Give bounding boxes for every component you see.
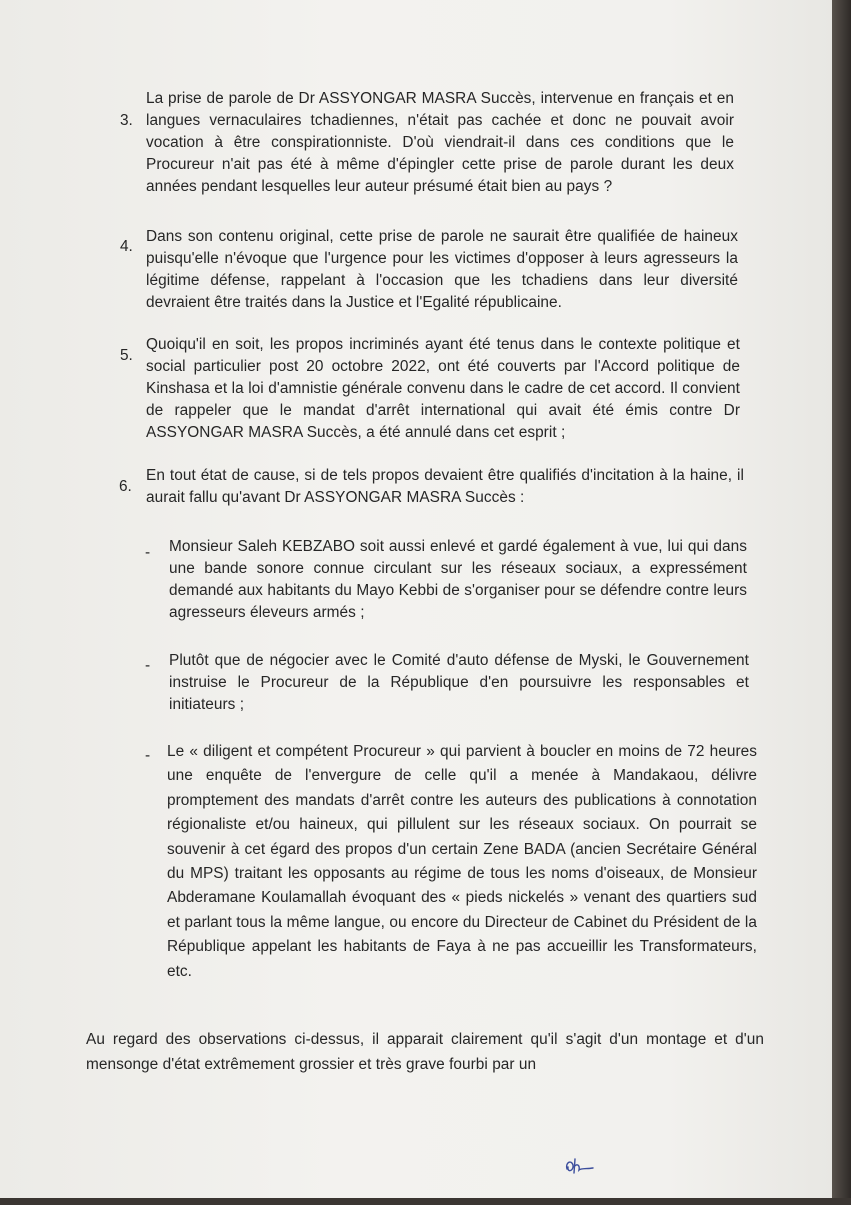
signature-icon xyxy=(563,1153,599,1179)
bullet-marker: - xyxy=(145,747,151,764)
item-text: Dans son contenu original, cette prise de parole ne saurait être qualifiée de haineux puisqu'elle n'évoque que l'urgence pour les victimes d'opposer à leurs agresseurs la légitime défense, rappelant à l'occasion que les tchadiens dans leur diversité devraient être traités dans la Justice et l'Egalité républicaine. xyxy=(146,228,738,311)
item-number: 5. xyxy=(120,347,133,364)
item-text: En tout état de cause, si de tels propos devaient être qualifiés d'incitation à la haine, il aurait fallu qu'avant Dr ASSYONGAR MASRA Succès : xyxy=(146,467,744,506)
item-number: 4. xyxy=(120,238,133,255)
conclusion-paragraph: Au regard des observations ci-dessus, il apparait clairement qu'il s'agit d'un montage et d'un mensonge d'état extrêmement grossier et très grave fourbi par un xyxy=(86,1031,764,1073)
bullet-text: Monsieur Saleh KEBZABO soit aussi enlevé et gardé également à vue, lui qui dans une bande sonore connue circulant sur les réseaux sociaux, a expressément demandé aux habitants du Mayo Kebbi de s'organiser pour se défendre contre leurs agresseurs éleveurs armés ; xyxy=(169,538,747,621)
item-number: 6. xyxy=(119,478,132,495)
bullet-text: Plutôt que de négocier avec le Comité d'auto défense de Myski, le Gouvernement instruise le Procureur de la République d'en poursuivre les responsables et initiateurs ; xyxy=(169,652,749,713)
bullet-text: Le « diligent et compétent Procureur » qui parvient à boucler en moins de 72 heures une enquête de l'envergure de celle qu'il a menée à Mandakaou, délivre promptement des mandats d'arrêt contre les auteurs des publications à connotation régionaliste et/ou haineux, qui pillulent sur les réseaux sociaux. On pourrait se souvenir à cet égard des propos d'un certain Zene BADA (ancien Secrétaire Général du MPS) traitant les opposants au régime de tous les noms d'oiseaux, de Monsieur Abderamane Koulamallah évoquant des « pieds nickelés » venant des quartiers sud et parlant tous la même langue, ou encore du Directeur de Cabinet du Président de la République appelant les habitants de Faya à ne pas accueillir les Transformateurs, etc. xyxy=(167,743,757,980)
bullet-marker: - xyxy=(145,544,151,561)
page-edge-shadow xyxy=(832,0,851,1205)
item-text: La prise de parole de Dr ASSYONGAR MASRA Succès, intervenue en français et en langues vernaculaires tchadiennes, n'était pas cachée et donc ne pouvait avoir vocation à être conspirationniste. D'où viendrait-il dans ces conditions que le Procureur n'ait pas été à même d'épingler cette prise de parole durant les deux années pendant lesquelles leur auteur présumé était bien au pays ? xyxy=(146,90,734,195)
page-bottom-edge xyxy=(0,1198,851,1205)
bullet-marker: - xyxy=(145,657,151,674)
item-number: 3. xyxy=(120,112,133,129)
item-text: Quoiqu'il en soit, les propos incriminés ayant été tenus dans le contexte politique et social particulier post 20 octobre 2022, ont été couverts par l'Accord politique de Kinshasa et la loi d'amnistie générale convenu dans le cadre de cet accord. Il convient de rappeler que le mandat d'arrêt international qui avait été émis contre Dr ASSYONGAR MASRA Succès, a été annulé dans cet esprit ; xyxy=(146,336,740,441)
